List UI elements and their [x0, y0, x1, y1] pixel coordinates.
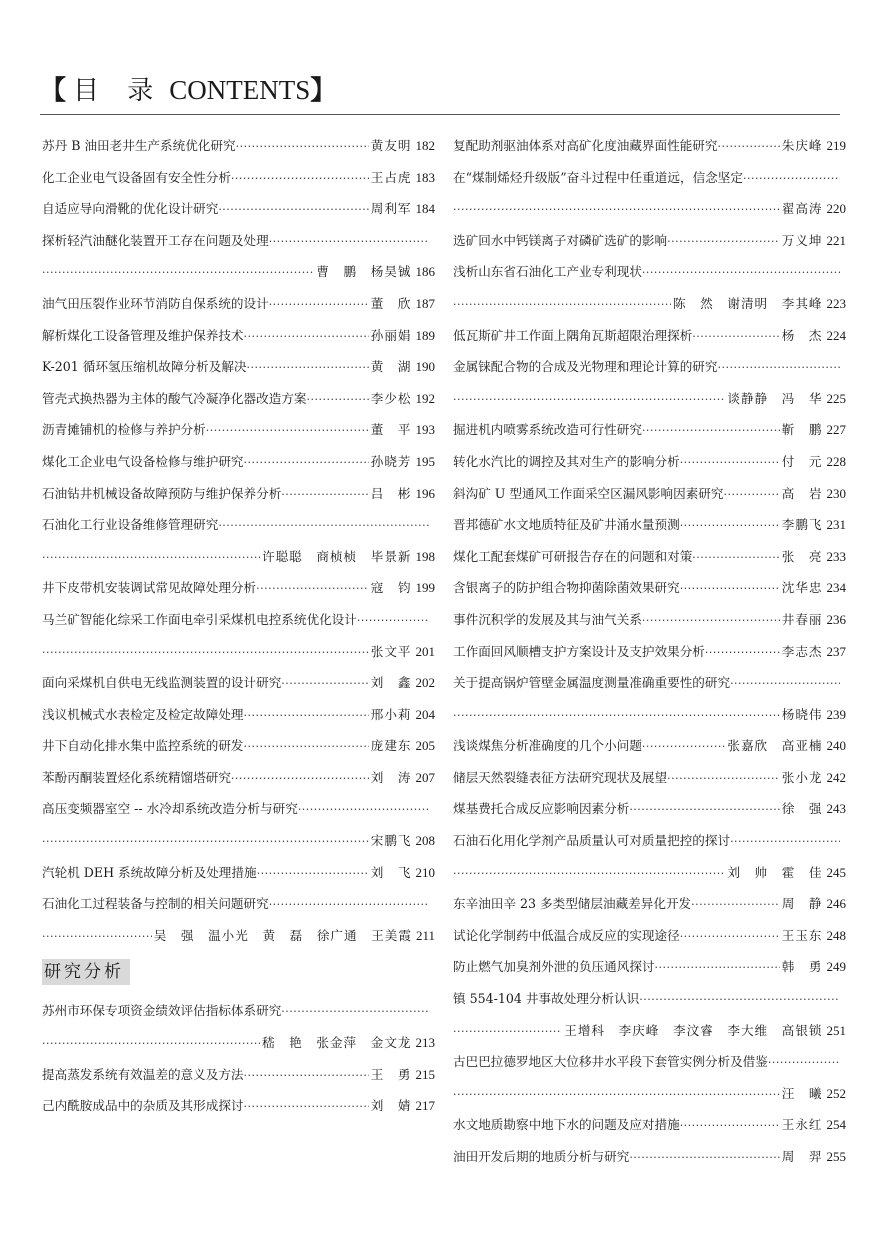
dot-leader [453, 858, 725, 889]
entry-page-number: 252 [826, 1085, 846, 1101]
entry-author: 王占虎 [370, 169, 412, 185]
entry-author: 杨 杰 [781, 327, 823, 343]
dot-leader [724, 479, 780, 510]
dot-leader [218, 510, 429, 541]
toc-entry[interactable] [453, 636, 846, 668]
toc-entry[interactable] [453, 762, 846, 794]
entry-author: 董 平 [370, 422, 412, 438]
entry-title: 试论化学制药中低温合成反应的实现途径 [453, 927, 680, 943]
toc-entry[interactable] [453, 256, 846, 288]
entry-page-number: 202 [415, 675, 435, 691]
entry-author: 吕 彬 [370, 485, 412, 501]
entry-title: 油气田压裂作业环节消防自保系统的设计 [42, 295, 269, 311]
toc-entry[interactable] [453, 320, 846, 352]
entry-page-number: 198 [415, 548, 435, 564]
toc-entry[interactable] [453, 888, 846, 920]
entry-page-number: 234 [826, 580, 846, 596]
entry-title: 含银离子的防护组合物抑菌除菌效果研究 [453, 580, 680, 596]
entry-author: 张小龙 [781, 769, 823, 785]
toc-entry[interactable] [453, 1078, 846, 1110]
section-label: 研究分析 [42, 959, 130, 985]
dot-leader [236, 131, 369, 162]
toc-entry[interactable] [453, 130, 846, 162]
entry-title: 石油石化用化学剂产品质量认可对质量把控的探讨 [453, 833, 731, 849]
entry-author: 李少松 [370, 390, 412, 406]
entry-author: 庞建东 [370, 738, 412, 754]
toc-entry[interactable] [42, 414, 435, 446]
toc-entry[interactable] [42, 793, 435, 825]
dot-leader [629, 794, 779, 825]
entry-author: 刘 鑫 [370, 675, 412, 691]
entry-author: 李志杰 [781, 643, 823, 659]
entry-title: 苏州市环保专项资金绩效评估指标体系研究 [42, 1003, 282, 1019]
toc-entry[interactable] [453, 793, 846, 825]
toc-entry[interactable] [453, 951, 846, 983]
entry-author: 徐 强 [781, 801, 823, 817]
dot-leader [642, 731, 725, 762]
toc-entry[interactable] [42, 446, 435, 478]
dot-leader [42, 637, 369, 668]
entry-page-number: 190 [415, 359, 435, 375]
header-cn-title: 目 录 [73, 76, 164, 106]
dot-leader [42, 257, 314, 288]
entry-author: 汪 曦 [781, 1085, 823, 1101]
dot-leader [244, 1060, 369, 1091]
entry-author: 张 亮 [781, 548, 823, 564]
dot-leader [667, 763, 780, 794]
entry-author: 王玉东 [781, 927, 823, 943]
entry-title: 提高蒸发系统有效温差的意义及方法 [42, 1066, 244, 1082]
dot-leader [244, 321, 369, 352]
entry-author: 吴 强 温小光 黄 磊 徐广通 王美霞 [153, 927, 412, 943]
entry-page-number: 251 [826, 1022, 846, 1038]
entry-author: 靳 鹏 [781, 422, 823, 438]
dot-leader [453, 700, 780, 731]
dot-leader [42, 542, 260, 573]
entry-author: 许聪聪 商桢桢 毕景新 [261, 548, 412, 564]
entry-author: 王永红 [781, 1117, 823, 1133]
entry-author: 刘 涛 [370, 769, 412, 785]
entry-page-number: 240 [826, 738, 846, 754]
toc-entry[interactable] [42, 888, 435, 920]
dot-leader [680, 447, 780, 478]
entry-title: 东辛油田辛 23 多类型储层油藏差异化开发 [453, 896, 692, 912]
dot-leader [453, 1016, 562, 1047]
entry-author: 刘 帅 霍 佳 [727, 864, 823, 880]
dot-leader [691, 889, 780, 920]
toc-entry[interactable] [453, 604, 846, 636]
toc-entry[interactable] [42, 256, 435, 288]
dot-leader [231, 163, 369, 194]
toc-entry[interactable] [42, 920, 435, 952]
entry-title: 水文地质勘察中地下水的问题及应对措施 [453, 1117, 680, 1133]
dot-leader [680, 510, 780, 541]
dot-leader [680, 573, 780, 604]
entry-page-number: 255 [826, 1149, 846, 1164]
dot-leader [655, 952, 780, 983]
dot-leader [453, 194, 780, 225]
dot-leader [453, 289, 671, 320]
dot-leader [717, 131, 779, 162]
entry-author: 张嘉欣 高亚楠 [727, 738, 823, 754]
dot-leader [269, 289, 369, 320]
dot-leader [206, 415, 369, 446]
toc-entry[interactable] [42, 162, 435, 194]
dot-leader [680, 1110, 780, 1141]
toc-entry[interactable] [453, 857, 846, 889]
dot-leader [730, 668, 840, 699]
toc-entry[interactable] [42, 667, 435, 699]
entry-title: 面向采煤机自供电无线监测装置的设计研究 [42, 675, 282, 691]
entry-page-number: 210 [415, 864, 435, 880]
entry-page-number: 182 [415, 138, 435, 153]
entry-page-number: 215 [415, 1066, 435, 1082]
right-column [453, 130, 846, 1173]
toc-entry[interactable] [42, 541, 435, 573]
entry-page-number: 249 [826, 959, 846, 975]
entry-page-number: 227 [826, 422, 846, 438]
entry-title: 转化水汽比的调控及其对生产的影响分析 [453, 453, 680, 469]
entry-author: 杨晓伟 [781, 706, 823, 722]
entry-page-number: 245 [826, 864, 846, 880]
toc-entry[interactable] [42, 193, 435, 225]
toc-entry[interactable] [453, 414, 846, 446]
entry-title: 浅议机械式水表检定及检定故障处理 [42, 706, 244, 722]
toc-entry[interactable] [453, 1046, 846, 1078]
dot-leader [453, 384, 725, 415]
dot-leader [281, 996, 429, 1027]
dot-leader [244, 447, 369, 478]
toc-entry[interactable] [42, 383, 435, 415]
toc-entry[interactable] [42, 288, 435, 320]
entry-page-number: 239 [826, 706, 846, 722]
entry-title: 斜沟矿 U 型通风工作面采空区漏风影响因素研究 [453, 485, 724, 501]
entry-page-number: 236 [826, 611, 846, 627]
entry-page-number: 204 [415, 706, 435, 722]
left-entry-list [42, 130, 435, 951]
dot-leader [42, 921, 152, 952]
toc-entry[interactable] [453, 162, 846, 194]
entry-title: 油田开发后期的地质分析与研究 [453, 1149, 630, 1164]
entry-page-number: 223 [826, 295, 846, 311]
entry-title: 储层天然裂缝表征方法研究现状及展望 [453, 769, 668, 785]
contents-header [40, 70, 840, 110]
dot-leader [281, 479, 368, 510]
toc-entry[interactable] [42, 572, 435, 604]
entry-author: 王 勇 [370, 1066, 412, 1082]
toc-entry[interactable] [453, 667, 846, 699]
entry-author: 寇 钧 [370, 580, 412, 596]
toc-entry[interactable] [453, 478, 846, 510]
entry-author: 朱庆峰 [781, 138, 823, 153]
entry-page-number: 228 [826, 453, 846, 469]
entry-author: 陈 然 谢清明 李其峰 [672, 295, 823, 311]
toc-entry[interactable] [42, 320, 435, 352]
entry-page-number: 254 [826, 1117, 846, 1133]
entry-title: 汽轮机 DEH 系统故障分析及处理措施 [42, 864, 257, 880]
toc-entry[interactable] [42, 1027, 435, 1059]
entry-page-number: 231 [826, 517, 846, 533]
entry-page-number: 224 [826, 327, 846, 343]
toc-entry[interactable] [453, 193, 846, 225]
entry-title: 事件沉积学的发展及其与油气关系 [453, 611, 642, 627]
header-divider [40, 114, 840, 115]
dot-leader [667, 226, 780, 257]
entry-page-number: 186 [415, 264, 435, 280]
entry-title: 煤化工企业电气设备检修与维护研究 [42, 453, 244, 469]
toc-entry[interactable] [42, 604, 435, 636]
entry-page-number: 237 [826, 643, 846, 659]
entry-title: 晋邦德矿水文地质特征及矿井涌水量预测 [453, 517, 680, 533]
entry-author: 付 元 [781, 453, 823, 469]
entry-author: 周 静 [781, 896, 823, 912]
entry-title: 镇 554-104 井事故处理分析认识 [453, 991, 640, 1007]
entry-page-number: 205 [415, 738, 435, 754]
entry-author: 沈华忠 [781, 580, 823, 596]
dot-leader [743, 163, 840, 194]
dot-leader [642, 605, 780, 636]
entry-page-number: 196 [415, 485, 435, 501]
dot-leader [244, 1091, 369, 1122]
entry-title: 选矿回水中钙镁离子对磷矿选矿的影响 [453, 232, 668, 248]
entry-author: 董 欣 [370, 295, 412, 311]
entry-title: 关于提高锅炉管壁金属温度测量准确重要性的研究 [453, 675, 731, 691]
header-close-bracket: 】 [310, 76, 338, 106]
entry-author: 嵇 艳 张金萍 金文龙 [261, 1035, 412, 1051]
entry-page-number: 219 [826, 138, 846, 153]
entry-title: 煤基费托合成反应影响因素分析 [453, 801, 630, 817]
entry-page-number: 243 [826, 801, 846, 817]
dot-leader [256, 573, 369, 604]
dot-leader [306, 384, 368, 415]
toc-entry[interactable] [453, 288, 846, 320]
toc-entry[interactable] [453, 351, 846, 383]
entry-title: 井下皮带机安装调试常见故障处理分析 [42, 580, 257, 596]
entry-page-number: 242 [826, 769, 846, 785]
entry-title: 马兰矿智能化综采工作面电牵引采煤机电控系统优化设计 [42, 611, 357, 627]
entry-page-number: 225 [826, 390, 846, 406]
toc-entry[interactable] [453, 699, 846, 731]
dot-leader [642, 415, 780, 446]
entry-title: 浅谈煤焦分析准确度的几个小问题 [453, 738, 642, 754]
toc-entry[interactable] [42, 730, 435, 762]
entry-title: 石油化工过程装备与控制的相关问题研究 [42, 896, 269, 912]
entry-author: 周利军 [370, 201, 412, 217]
entry-author: 王增科 李庆峰 李汶睿 李大维 高银锁 [564, 1022, 823, 1038]
entry-title: 自适应导向滑靴的优化设计研究 [42, 201, 219, 217]
dot-leader [705, 637, 780, 668]
dot-leader [257, 858, 369, 889]
entry-author: 孙晓芳 [370, 453, 412, 469]
entry-author: 周 羿 [781, 1149, 823, 1164]
toc-entry[interactable] [42, 699, 435, 731]
entry-author: 韩 勇 [781, 959, 823, 975]
toc-entry[interactable] [42, 762, 435, 794]
toc-entry[interactable] [42, 478, 435, 510]
entry-title: 古巴巴拉德罗地区大位移井水平段下套管实例分析及借鉴 [453, 1054, 768, 1070]
entry-author: 黄 湖 [370, 359, 412, 375]
toc-entry[interactable] [42, 857, 435, 889]
toc-entry[interactable] [453, 383, 846, 415]
entry-author: 谈静静 冯 华 [727, 390, 823, 406]
entry-author: 万义坤 [781, 232, 823, 248]
entry-title: 防止燃气加臭剂外泄的负压通风探讨 [453, 959, 655, 975]
entry-author: 井春丽 [781, 611, 823, 627]
entry-title: 己内酰胺成品中的杂质及其形成探讨 [42, 1098, 244, 1114]
entry-title: 煤化工配套煤矿可研报告存在的问题和对策 [453, 548, 693, 564]
entry-page-number: 221 [826, 232, 846, 248]
entry-title: 低瓦斯矿井工作面上隅角瓦斯超限治理探析 [453, 327, 693, 343]
toc-entry[interactable] [453, 225, 846, 257]
dot-leader [629, 1142, 779, 1173]
entry-author: 翟高涛 [781, 201, 823, 217]
entry-title: 化工企业电气设备固有安全性分析 [42, 169, 231, 185]
toc-entry[interactable] [453, 1109, 846, 1141]
entry-page-number: 217 [415, 1098, 435, 1114]
toc-entry[interactable] [42, 636, 435, 668]
entry-page-number: 184 [415, 201, 435, 217]
entry-author: 张文平 [370, 643, 412, 659]
entry-page-number: 248 [826, 927, 846, 943]
dot-leader [269, 226, 429, 257]
entry-author: 刘 飞 [370, 864, 412, 880]
entry-title: 井下自动化排水集中监控系统的研发 [42, 738, 244, 754]
entry-title: K-201 循环氢压缩机故障分析及解决 [42, 359, 247, 375]
toc-entry[interactable] [42, 509, 435, 541]
dot-leader [357, 605, 429, 636]
entry-title: 解析煤化工设备管理及维护保养技术 [42, 327, 244, 343]
entry-author: 刘 婧 [370, 1098, 412, 1114]
toc-entry[interactable] [453, 730, 846, 762]
entry-title: 沥青摊铺机的检修与养护分析 [42, 422, 206, 438]
entry-author: 孙丽娟 [370, 327, 412, 343]
dot-leader [218, 194, 368, 225]
right-entry-list [453, 130, 846, 1173]
entry-author: 高 岩 [781, 485, 823, 501]
toc-entry[interactable] [42, 225, 435, 257]
dot-leader [730, 826, 840, 857]
entry-title: 石油钻井机械设备故障预防与维护保养分析 [42, 485, 282, 501]
entry-author: 李鹏飞 [781, 517, 823, 533]
entry-page-number: 220 [826, 201, 846, 217]
entry-title: 管壳式换热器为主体的酸气冷凝净化器改造方案 [42, 390, 307, 406]
entry-page-number: 183 [415, 169, 435, 185]
dot-leader [453, 1079, 780, 1110]
entry-page-number: 193 [415, 422, 435, 438]
dot-leader [642, 257, 840, 288]
toc-entry[interactable] [42, 1059, 435, 1091]
entry-page-number: 208 [415, 833, 435, 849]
entry-page-number: 192 [415, 390, 435, 406]
dot-leader [244, 700, 369, 731]
toc-entry[interactable] [453, 572, 846, 604]
entry-author: 黄友明 [370, 138, 412, 153]
entry-page-number: 195 [415, 453, 435, 469]
toc-entry[interactable] [453, 446, 846, 478]
dot-leader [692, 321, 779, 352]
entry-author: 邢小莉 [370, 706, 412, 722]
entry-title: 掘进机内喷雾系统改造可行性研究 [453, 422, 642, 438]
entry-title: 苏丹 B 油田老井生产系统优化研究 [42, 138, 236, 153]
dot-leader [247, 352, 369, 383]
left-column [42, 130, 435, 1122]
entry-page-number: 207 [415, 769, 435, 785]
toc-entry[interactable] [42, 825, 435, 857]
entry-page-number: 187 [415, 295, 435, 311]
toc-entry[interactable] [453, 541, 846, 573]
entry-title: 苯酚丙酮装置烃化系统精馏塔研究 [42, 769, 231, 785]
toc-entry[interactable] [453, 509, 846, 541]
dot-leader [639, 984, 840, 1015]
dot-leader [298, 794, 429, 825]
toc-entry[interactable] [453, 1015, 846, 1047]
dot-leader [244, 731, 369, 762]
entry-title: 在“煤制烯烃升级版”奋斗过程中任重道远，信念坚定 [453, 169, 743, 185]
toc-entry[interactable] [453, 920, 846, 952]
entry-page-number: 199 [415, 580, 435, 596]
toc-entry[interactable] [42, 995, 435, 1027]
dot-leader [281, 668, 368, 699]
entry-title: 金属铼配合物的合成及光物理和理论计算的研究 [453, 359, 718, 375]
entry-author: 宋鹏飞 [370, 833, 412, 849]
toc-entry[interactable] [453, 825, 846, 857]
toc-entry[interactable] [453, 983, 846, 1015]
entry-page-number: 233 [826, 548, 846, 564]
header-open-bracket: 【 [40, 76, 68, 106]
entry-page-number: 246 [826, 896, 846, 912]
entry-title: 浅析山东省石油化工产业专利现状 [453, 264, 642, 280]
dot-leader [680, 921, 780, 952]
dot-leader [269, 889, 429, 920]
dot-leader [42, 826, 369, 857]
toc-entry[interactable] [42, 351, 435, 383]
toc-entry[interactable] [42, 1090, 435, 1122]
dot-leader [231, 763, 369, 794]
dot-leader [717, 352, 840, 383]
entry-title: 工作面回风顺槽支护方案设计及支护效果分析 [453, 643, 705, 659]
entry-title: 复配助剂驱油体系对高矿化度油藏界面性能研究 [453, 138, 718, 153]
entry-page-number: 201 [415, 643, 435, 659]
entry-page-number: 213 [415, 1035, 435, 1051]
section-entry-list [42, 995, 435, 1121]
entry-title: 石油化工行业设备维修管理研究 [42, 517, 219, 533]
toc-entry[interactable] [42, 130, 435, 162]
entry-page-number: 189 [415, 327, 435, 343]
dot-leader [42, 1028, 260, 1059]
entry-author: 曹 鹏 杨昊铖 [316, 264, 412, 280]
entry-page-number: 211 [415, 927, 435, 943]
toc-entry[interactable] [453, 1141, 846, 1173]
dot-leader [692, 542, 779, 573]
header-en-title: CONTENTS [169, 75, 311, 105]
entry-title: 高压变频器室空 -- 水冷却系统改造分析与研究 [42, 801, 298, 817]
dot-leader [768, 1047, 840, 1078]
entry-title: 探析轻汽油醚化装置开工存在问题及处理 [42, 232, 269, 248]
entry-page-number: 230 [826, 485, 846, 501]
